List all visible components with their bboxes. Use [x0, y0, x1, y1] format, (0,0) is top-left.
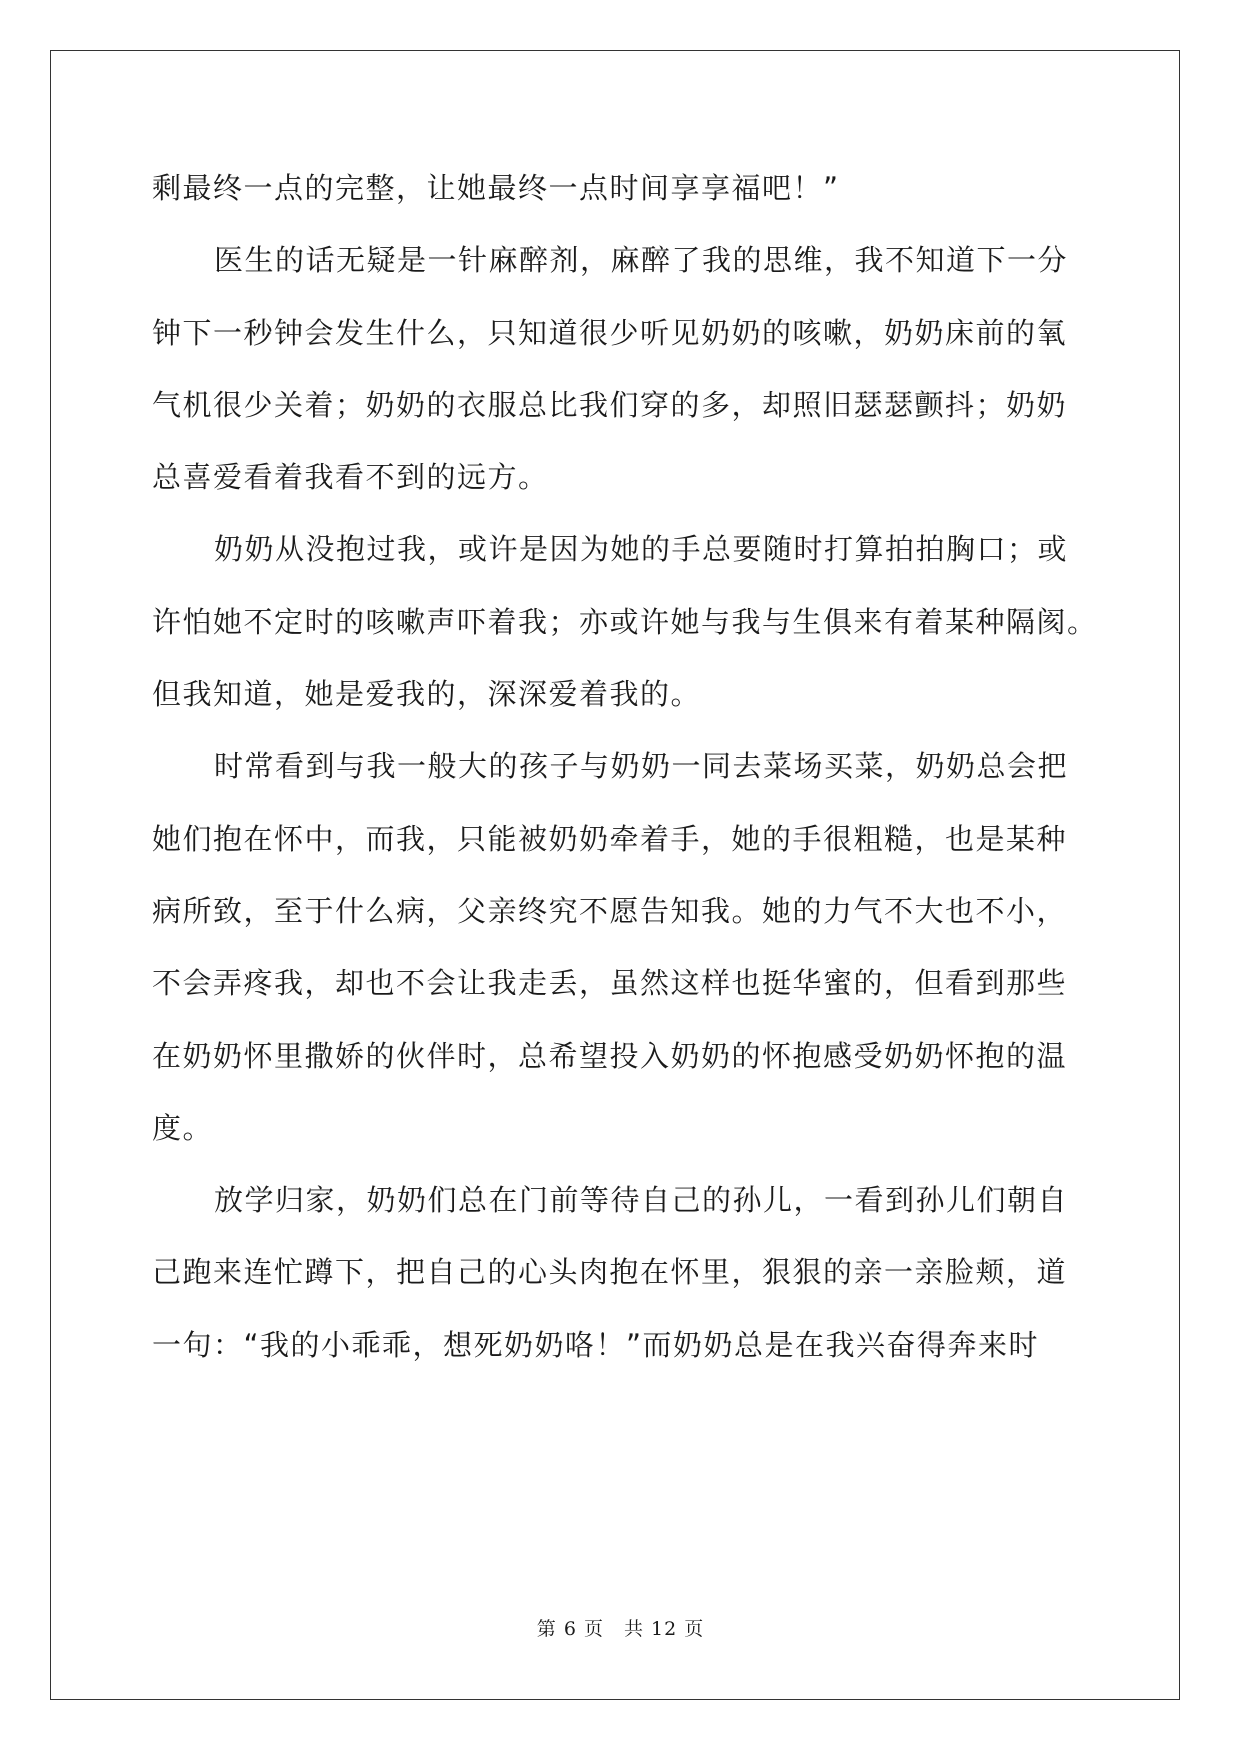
text-line: 时常看到与我一般大的孩子与奶奶一同去菜场买菜，奶奶总会把	[214, 749, 1069, 784]
text-line: 己跑来连忙蹲下，把自己的心头肉抱在怀里，狠狠的亲一亲脸颊，道	[152, 1255, 1068, 1290]
text-line: 病所致，至于什么病，父亲终究不愿告知我。她的力气不大也不小，	[152, 893, 1068, 928]
page-number-footer: 第 6 页 共 12 页	[536, 1618, 705, 1640]
text-line: 奶奶从没抱过我，或许是因为她的手总要随时打算拍拍胸口；或	[214, 532, 1069, 567]
text-line: 一句：“我的小乖乖，想死奶奶咯！”而奶奶总是在我兴奋得奔来时	[152, 1327, 1040, 1362]
text-line: 她们抱在怀中，而我，只能被奶奶牵着手，她的手很粗糙，也是某种	[152, 821, 1068, 856]
text-line: 度。	[152, 1110, 214, 1145]
text-line: 许怕她不定时的咳嗽声吓着我；亦或许她与我与生俱来有着某种隔阂。	[152, 604, 1098, 639]
text-line: 放学归家，奶奶们总在门前等待自己的孙儿，一看到孙儿们朝自	[214, 1183, 1069, 1218]
text-line: 不会弄疼我，却也不会让我走丢，虽然这样也挺华蜜的，但看到那些	[152, 966, 1068, 1001]
text-line: 气机很少关着；奶奶的衣服总比我们穿的多，却照旧瑟瑟颤抖；奶奶	[152, 387, 1068, 422]
document-body	[152, 152, 1098, 1381]
text-line: 剩最终一点的完整，让她最终一点时间享享福吧！”	[152, 171, 840, 205]
text-line: 医生的话无疑是一针麻醉剂，麻醉了我的思维，我不知道下一分	[214, 243, 1069, 278]
text-line: 在奶奶怀里撒娇的伙伴时，总希望投入奶奶的怀抱感受奶奶怀抱的温	[152, 1038, 1068, 1073]
text-line: 钟下一秒钟会发生什么，只知道很少听见奶奶的咳嗽，奶奶床前的氧	[152, 315, 1068, 350]
text-line: 总喜爱看着我看不到的远方。	[152, 460, 549, 495]
text-line: 但我知道，她是爱我的，深深爱着我的。	[152, 677, 702, 712]
